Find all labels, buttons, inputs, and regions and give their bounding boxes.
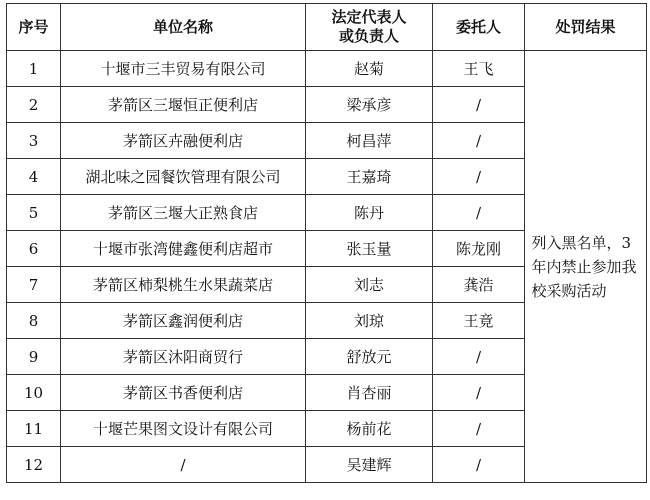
table-header-row (7, 4, 647, 51)
cell-agent: / (433, 87, 525, 123)
result-text: 列入黑名单，3年内禁止参加我校采购活动 (531, 233, 637, 300)
cell-rep: 舒放元 (306, 339, 433, 375)
cell-no: 1 (7, 51, 61, 87)
cell-result (525, 51, 647, 483)
cell-rep: 赵菊 (306, 51, 433, 87)
cell-agent: / (433, 447, 525, 483)
cell-agent: / (433, 123, 525, 159)
cell-agent: / (433, 375, 525, 411)
cell-no: 5 (7, 195, 61, 231)
cell-no: 6 (7, 231, 61, 267)
cell-unit: 湖北味之园餐饮管理有限公司 (61, 159, 306, 195)
cell-agent: / (433, 195, 525, 231)
cell-agent: / (433, 411, 525, 447)
cell-agent: / (433, 159, 525, 195)
cell-rep: 刘志 (306, 267, 433, 303)
cell-rep: 杨前花 (306, 411, 433, 447)
cell-unit: 茅箭区书香便利店 (61, 375, 306, 411)
cell-unit: 茅箭区三堰恒正便利店 (61, 87, 306, 123)
table-body (7, 51, 647, 483)
cell-unit: 十堰市张湾健鑫便利店超市 (61, 231, 306, 267)
cell-agent: / (433, 339, 525, 375)
cell-rep: 张玉量 (306, 231, 433, 267)
cell-unit: 茅箭区鑫润便利店 (61, 303, 306, 339)
cell-rep: 王嘉琦 (306, 159, 433, 195)
cell-no: 11 (7, 411, 61, 447)
cell-no: 4 (7, 159, 61, 195)
penalty-table (6, 3, 647, 483)
header-rep (306, 4, 433, 51)
cell-no: 12 (7, 447, 61, 483)
cell-rep: 刘琼 (306, 303, 433, 339)
header-no: 序号 (7, 4, 61, 51)
cell-agent: 王竟 (433, 303, 525, 339)
cell-rep: 柯昌萍 (306, 123, 433, 159)
cell-agent: 龚浩 (433, 267, 525, 303)
cell-rep: 吴建辉 (306, 447, 433, 483)
cell-unit: 十堰芒果图文设计有限公司 (61, 411, 306, 447)
cell-rep: 梁承彦 (306, 87, 433, 123)
table-row (7, 51, 647, 87)
cell-agent: 陈龙刚 (433, 231, 525, 267)
cell-rep: 陈丹 (306, 195, 433, 231)
header-agent: 委托人 (433, 4, 525, 51)
cell-rep: 肖杏丽 (306, 375, 433, 411)
header-rep-text: 法定代表人或负责人 (331, 8, 407, 45)
cell-unit: 十堰市三丰贸易有限公司 (61, 51, 306, 87)
cell-unit: 茅箭区柿梨桃生水果蔬菜店 (61, 267, 306, 303)
cell-unit: 茅箭区卉融便利店 (61, 123, 306, 159)
cell-unit: 茅箭区三堰大正熟食店 (61, 195, 306, 231)
cell-unit: 茅箭区沐阳商贸行 (61, 339, 306, 375)
cell-no: 8 (7, 303, 61, 339)
header-unit: 单位名称 (61, 4, 306, 51)
cell-no: 7 (7, 267, 61, 303)
cell-no: 9 (7, 339, 61, 375)
cell-no: 10 (7, 375, 61, 411)
header-result: 处罚结果 (525, 4, 647, 51)
cell-agent: 王飞 (433, 51, 525, 87)
cell-no: 3 (7, 123, 61, 159)
cell-unit: / (61, 447, 306, 483)
cell-no: 2 (7, 87, 61, 123)
